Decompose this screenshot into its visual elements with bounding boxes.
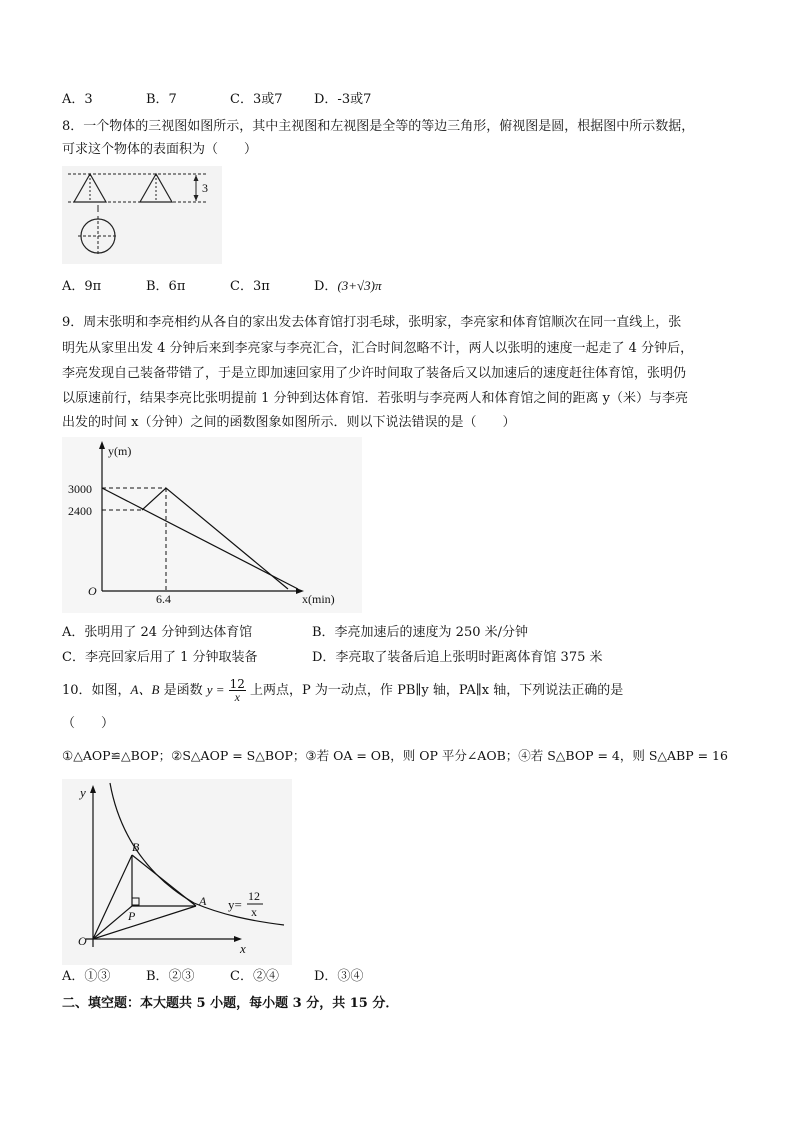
- q8-option-c: C．3π: [230, 279, 270, 294]
- q8-option-d: D．(3+√3)π: [314, 278, 382, 294]
- q9-distance-time-graph: [62, 437, 362, 613]
- q8-option-b: B．6π: [146, 279, 186, 294]
- q9-stem-line5: 出发的时间 x（分钟）之间的函数图象如图所示．则以下说法错误的是（ ）: [62, 415, 516, 430]
- q8-option-a: A．9π: [62, 279, 102, 294]
- q9-y-axis-label: y(m): [108, 444, 132, 458]
- q9-stem-line3: 李亮发现自己装备带错了，于是立即加速回家用了少许时间取了装备后又以加速后的速度赶往体育馆，张明仍: [62, 366, 687, 381]
- q10-options: [62, 968, 363, 986]
- q10-curve-den: x: [251, 905, 257, 919]
- q9-xtick-6.4: 6.4: [156, 592, 171, 606]
- q9-origin: O: [88, 584, 97, 598]
- q10-curve-label: y=: [228, 897, 242, 912]
- q10-curve-num: 12: [248, 889, 260, 903]
- q9-stem-line2: 明先从家里出发 4 分钟后来到李亮家与李亮汇合，汇合时间忽略不计，两人以张明的速度一起走了 4 分钟后，: [62, 341, 694, 356]
- q9-stem-line1: 9．周末张明和李亮相约从各自的家出发去体育馆打羽毛球，张明家，李亮家和体育馆顺次在同一直线上，张: [62, 315, 682, 330]
- q8-stem-line1: 8．一个物体的三视图如图所示，其中主视图和左视图是全等的等边三角形，俯视图是圆，根据图中所示数据，: [62, 119, 695, 134]
- q8-dimension-label: 3: [202, 181, 208, 195]
- q7-options: [62, 91, 371, 109]
- q10-option-c: C．②④: [230, 969, 279, 984]
- q10-point-p: P: [128, 909, 136, 923]
- q9-stem-line4: 以原速前行，结果李亮比张明提前 1 分钟到达体育馆．若张明与李亮两人和体育馆之间的距离 y（米）与李亮: [62, 391, 689, 406]
- q7-option-b: B．7: [146, 92, 177, 107]
- q8-stem-line2: 可求这个物体的表面积为（ ）: [62, 142, 258, 157]
- q7-option-a: A．3: [62, 92, 93, 107]
- q9-options-row1: [62, 624, 528, 642]
- q10-stem-line1: 10．如图，A、B 是函数 y = $\frac{12}{x}$ 上两点，P 为一动点，作 PB∥y 轴，PA∥x 轴，下列说法正确的是: [62, 677, 624, 704]
- q10-point-b: B: [132, 840, 140, 854]
- q9-x-axis-label: x(min): [302, 592, 335, 606]
- q7-option-c: C．3或7: [230, 92, 283, 107]
- section2-heading: 二、填空题：本大题共 5 小题，每小题 3 分，共 15 分．: [62, 996, 399, 1011]
- q10-function-fraction: $\frac{12}{x}$: [229, 677, 245, 704]
- q8-three-view-figure: [62, 166, 222, 264]
- q9-option-a: A．张明用了 24 分钟到达体育馆: [62, 625, 253, 640]
- q10-x-label: x: [240, 941, 246, 956]
- q9-option-c: C．李亮回家后用了 1 分钟取装备: [62, 650, 258, 665]
- q9-ytick-2400: 2400: [68, 504, 92, 518]
- q10-option-a: A．①③: [62, 969, 111, 984]
- q9-option-d: D．李亮取了装备后追上张明时距离体育馆 375 米: [312, 650, 603, 665]
- q10-paren: （ ）: [62, 716, 115, 731]
- q9-options-row2: [62, 649, 603, 667]
- q10-option-b: B．②③: [146, 969, 195, 984]
- q10-origin: O: [78, 934, 87, 948]
- q10-statements: ①△AOP≌△BOP；②S△AOP = S△BOP；③若 OA = OB，则 OP 平分∠AOB；④若 S△BOP = 4，则 S△ABP = 16: [62, 748, 728, 763]
- q10-option-d: D．③④: [314, 969, 364, 984]
- q9-ytick-3000: 3000: [68, 482, 92, 496]
- q9-option-b: B．李亮加速后的速度为 250 米/分钟: [312, 625, 529, 640]
- q7-option-d: D．-3或7: [314, 92, 372, 107]
- q10-y-label: y: [80, 785, 86, 800]
- q10-point-a: A: [199, 894, 207, 908]
- q8-options: [62, 277, 382, 296]
- q10-inverse-function-graph: [62, 779, 292, 965]
